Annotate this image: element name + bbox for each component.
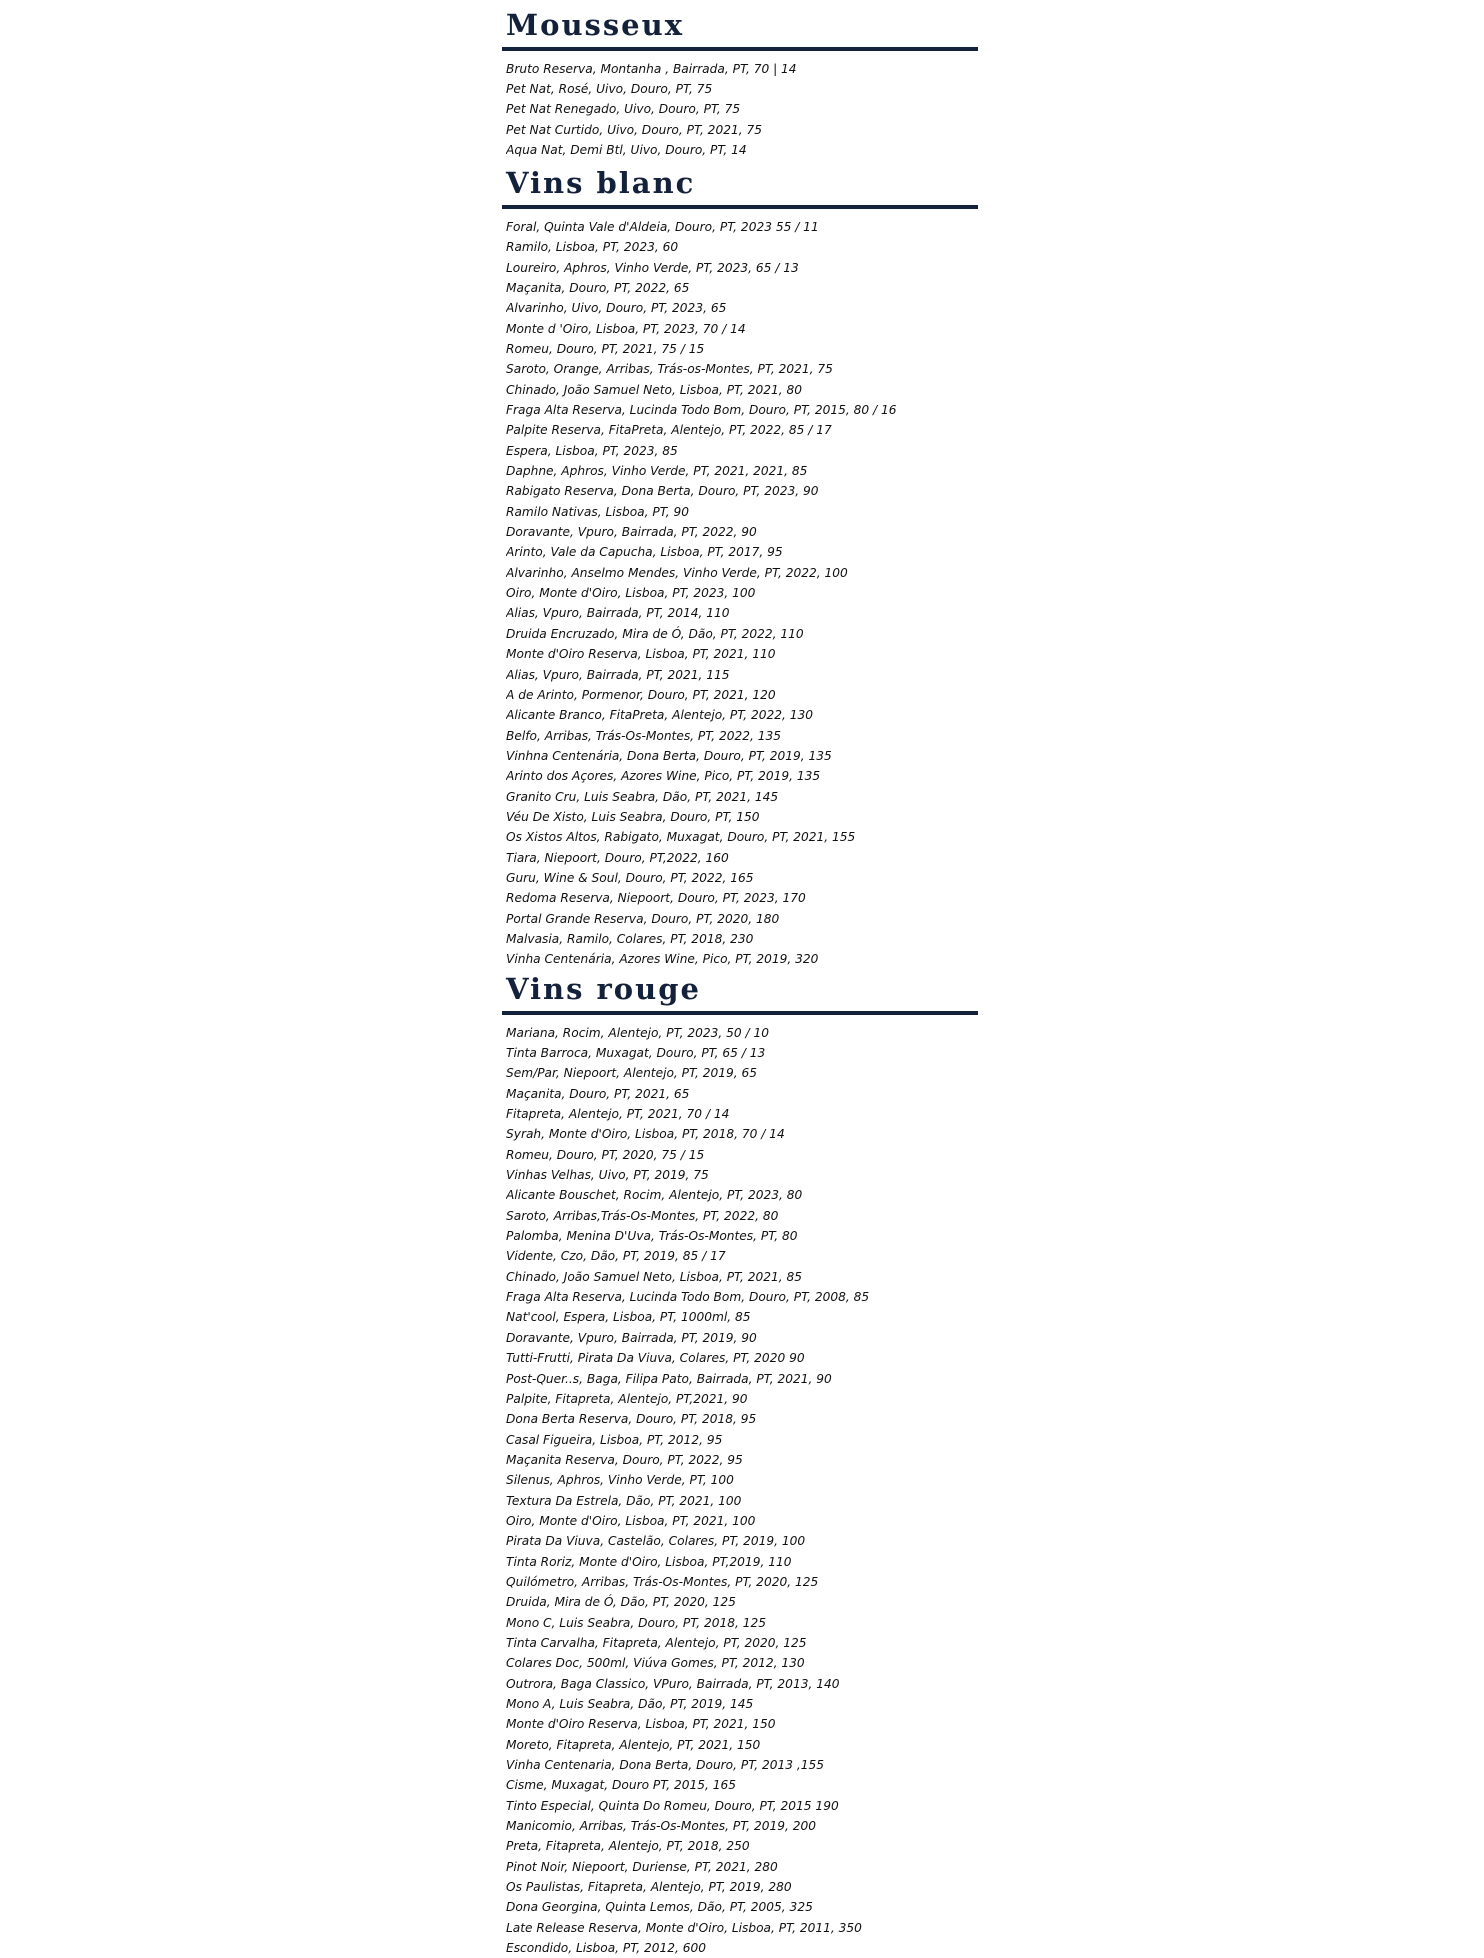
wine-item: Espera, Lisboa, PT, 2023, 85 [506,443,678,458]
wine-item: Bruto Reserva, Montanha , Bairrada, PT, 70 | 14 [506,62,797,76]
wine-item: Os Xistos Altos, Rabigato, Muxagat, Douro, PT, 2021, 155 [506,830,856,845]
wine-list [502,1023,982,1958]
wine-item: Post-Quer..s, Baga, Filipa Pato, Bairrada, PT, 2021, 90 [506,1371,832,1386]
wine-item: Redoma Reserva, Niepoort, Douro, PT, 2023, 170 [506,891,806,906]
wine-item: Daphne, Aphros, Vinho Verde, PT, 2021, 2021, 85 [506,464,808,479]
wine-item: Pet Nat Renegado, Uivo, Douro, PT, 75 [506,102,741,117]
wine-item: Nat'cool, Espera, Lisboa, PT, 1000ml, 85 [506,1310,751,1325]
wine-item: Pirata Da Viuva, Castelão, Colares, PT, 2019, 100 [506,1534,806,1549]
wine-item: Druida Encruzado, Mira de Ó, Dão, PT, 2022, 110 [506,626,804,641]
wine-item: Pet Nat, Rosé, Uivo, Douro, PT, 75 [506,82,713,97]
wine-item: Chinado, João Samuel Neto, Lisboa, PT, 2021, 85 [506,1269,803,1284]
section-title: Vins rouge [506,971,701,1006]
wine-item: Silenus, Aphros, Vinho Verde, PT, 100 [506,1473,734,1488]
wine-item: Escondido, Lisboa, PT, 2012, 600 [506,1941,707,1956]
wine-item: Druida, Mira de Ó, Dão, PT, 2020, 125 [506,1595,736,1610]
wine-list [502,217,982,970]
wine-item: Dona Georgina, Quinta Lemos, Dão, PT, 2005, 325 [506,1900,813,1915]
wine-item: Doravante, Vpuro, Bairrada, PT, 2019, 90 [506,1330,757,1345]
wine-item: Quilómetro, Arribas, Trás-Os-Montes, PT, 2020, 125 [506,1574,819,1589]
wine-item: Vidente, Czo, Dão, PT, 2019, 85 / 17 [506,1249,726,1264]
wine-item: Guru, Wine & Soul, Douro, PT, 2022, 165 [506,870,754,885]
wine-item: Fraga Alta Reserva, Lucinda Todo Bom, Douro, PT, 2015, 80 / 16 [506,403,897,418]
wine-item: Cisme, Muxagat, Douro PT, 2015, 165 [506,1778,737,1793]
wine-item: Maçanita, Douro, PT, 2021, 65 [506,1086,690,1101]
wine-item: Tinto Especial, Quinta Do Romeu, Douro, PT, 2015 190 [506,1798,839,1813]
wine-item: Fitapreta, Alentejo, PT, 2021, 70 / 14 [506,1107,730,1122]
section-divider [502,1011,978,1015]
wine-item: Alicante Branco, FitaPreta, Alentejo, PT, 2022, 130 [506,708,814,723]
wine-item: Vinhna Centenária, Dona Berta, Douro, PT, 2019, 135 [506,748,832,763]
section-mousseux [502,0,982,160]
wine-item: Ramilo Nativas, Lisboa, PT, 90 [506,504,689,519]
wine-item: Manicomio, Arribas, Trás-Os-Montes, PT, 2019, 200 [506,1819,817,1834]
wine-item: Vinha Centenária, Azores Wine, Pico, PT, 2019, 320 [506,952,819,967]
wine-item: Romeu, Douro, PT, 2020, 75 / 15 [506,1147,705,1162]
wine-menu [502,0,982,1958]
wine-item: Alvarinho, Anselmo Mendes, Vinho Verde, PT, 2022, 100 [506,565,848,580]
wine-item: Preta, Fitapreta, Alentejo, PT, 2018, 250 [506,1839,750,1854]
wine-item: A de Arinto, Pormenor, Douro, PT, 2021, 120 [506,687,776,702]
wine-item: Monte d 'Oiro, Lisboa, PT, 2023, 70 / 14 [506,321,746,336]
wine-item: Tutti-Frutti, Pirata Da Viuva, Colares, PT, 2020 90 [506,1351,805,1366]
wine-item: Syrah, Monte d'Oiro, Lisboa, PT, 2018, 70 / 14 [506,1127,785,1142]
wine-list [502,59,982,160]
section-divider [502,205,978,209]
section-divider [502,47,978,51]
wine-item: Palpite Reserva, FitaPreta, Alentejo, PT, 2022, 85 / 17 [506,423,832,438]
wine-item: Mono A, Luis Seabra, Dão, PT, 2019, 145 [506,1697,754,1711]
wine-item: Maçanita Reserva, Douro, PT, 2022, 95 [506,1452,743,1467]
wine-item: Romeu, Douro, PT, 2021, 75 / 15 [506,342,705,356]
wine-item: Palpite, Fitapreta, Alentejo, PT,2021, 90 [506,1391,748,1406]
wine-item: Moreto, Fitapreta, Alentejo, PT, 2021, 150 [506,1737,761,1752]
wine-item: Pinot Noir, Niepoort, Duriense, PT, 2021, 280 [506,1859,778,1874]
wine-item: Pet Nat Curtido, Uivo, Douro, PT, 2021, 75 [506,122,762,137]
wine-item: Chinado, João Samuel Neto, Lisboa, PT, 2021, 80 [506,382,803,397]
wine-item: Mono C, Luis Seabra, Douro, PT, 2018, 125 [506,1615,766,1630]
wine-item: Monte d'Oiro Reserva, Lisboa, PT, 2021, 110 [506,647,776,662]
wine-item: Alias, Vpuro, Bairrada, PT, 2014, 110 [506,606,730,621]
wine-item: Late Release Reserva, Monte d'Oiro, Lisboa, PT, 2011, 350 [506,1920,862,1935]
section-vins-rouge [502,972,982,1958]
wine-item: Sem/Par, Niepoort, Alentejo, PT, 2019, 65 [506,1066,758,1081]
wine-item: Aqua Nat, Demi Btl, Uivo, Douro, PT, 14 [506,142,747,157]
wine-item: Oiro, Monte d'Oiro, Lisboa, PT, 2021, 100 [506,1513,756,1528]
wine-item: Arinto dos Açores, Azores Wine, Pico, PT, 2019, 135 [506,769,821,784]
wine-item: Fraga Alta Reserva, Lucinda Todo Bom, Douro, PT, 2008, 85 [506,1290,870,1305]
wine-item: Dona Berta Reserva, Douro, PT, 2018, 95 [506,1412,757,1427]
wine-item: Textura Da Estrela, Dão, PT, 2021, 100 [506,1493,742,1508]
wine-item: Saroto, Arribas,Trás-Os-Montes, PT, 2022, 80 [506,1208,779,1223]
wine-item: Portal Grande Reserva, Douro, PT, 2020, 180 [506,911,780,926]
wine-item: Casal Figueira, Lisboa, PT, 2012, 95 [506,1432,723,1447]
wine-item: Foral, Quinta Vale d'Aldeia, Douro, PT, 2023 55 / 11 [506,219,819,234]
wine-item: Granito Cru, Luis Seabra, Dão, PT, 2021, 145 [506,789,779,804]
wine-item: Malvasia, Ramilo, Colares, PT, 2018, 230 [506,931,754,946]
wine-item: Palomba, Menina D'Uva, Trás-Os-Montes, PT, 80 [506,1229,798,1244]
wine-item: Doravante, Vpuro, Bairrada, PT, 2022, 90 [506,525,757,540]
wine-item: Véu De Xisto, Luis Seabra, Douro, PT, 150 [506,809,760,824]
wine-item: Ramilo, Lisboa, PT, 2023, 60 [506,240,679,255]
wine-item: Alvarinho, Uivo, Douro, PT, 2023, 65 [506,301,727,316]
wine-item: Outrora, Baga Classico, VPuro, Bairrada, PT, 2013, 140 [506,1676,840,1691]
wine-item: Colares Doc, 500ml, Viúva Gomes, PT, 2012, 130 [506,1656,805,1671]
wine-item: Saroto, Orange, Arribas, Trás-os-Montes, PT, 2021, 75 [506,362,833,377]
wine-item: Maçanita, Douro, PT, 2022, 65 [506,280,690,295]
wine-item: Vinha Centenaria, Dona Berta, Douro, PT, 2013 ,155 [506,1758,825,1773]
wine-item: Tinta Carvalha, Fitapreta, Alentejo, PT, 2020, 125 [506,1635,807,1650]
wine-item: Os Paulistas, Fitapreta, Alentejo, PT, 2019, 280 [506,1880,792,1895]
wine-item: Oiro, Monte d'Oiro, Lisboa, PT, 2023, 100 [506,586,756,601]
wine-item: Vinhas Velhas, Uivo, PT, 2019, 75 [506,1168,709,1183]
wine-item: Tinta Barroca, Muxagat, Douro, PT, 65 / 13 [506,1046,766,1060]
wine-item: Alicante Bouschet, Rocim, Alentejo, PT, 2023, 80 [506,1188,803,1203]
wine-item: Loureiro, Aphros, Vinho Verde, PT, 2023, 65 / 13 [506,260,799,275]
wine-item: Mariana, Rocim, Alentejo, PT, 2023, 50 / 10 [506,1025,769,1040]
section-vins-blanc [502,166,982,970]
wine-item: Rabigato Reserva, Dona Berta, Douro, PT, 2023, 90 [506,484,819,499]
wine-item: Tinta Roriz, Monte d'Oiro, Lisboa, PT,2019, 110 [506,1554,792,1569]
section-title: Mousseux [506,8,685,42]
section-title: Vins blanc [506,165,696,200]
wine-item: Tiara, Niepoort, Douro, PT,2022, 160 [506,850,729,865]
wine-item: Belfo, Arribas, Trás-Os-Montes, PT, 2022, 135 [506,728,782,743]
wine-item: Arinto, Vale da Capucha, Lisboa, PT, 2017, 95 [506,545,783,560]
wine-item: Alias, Vpuro, Bairrada, PT, 2021, 115 [506,667,730,682]
wine-item: Monte d'Oiro Reserva, Lisboa, PT, 2021, 150 [506,1717,776,1732]
